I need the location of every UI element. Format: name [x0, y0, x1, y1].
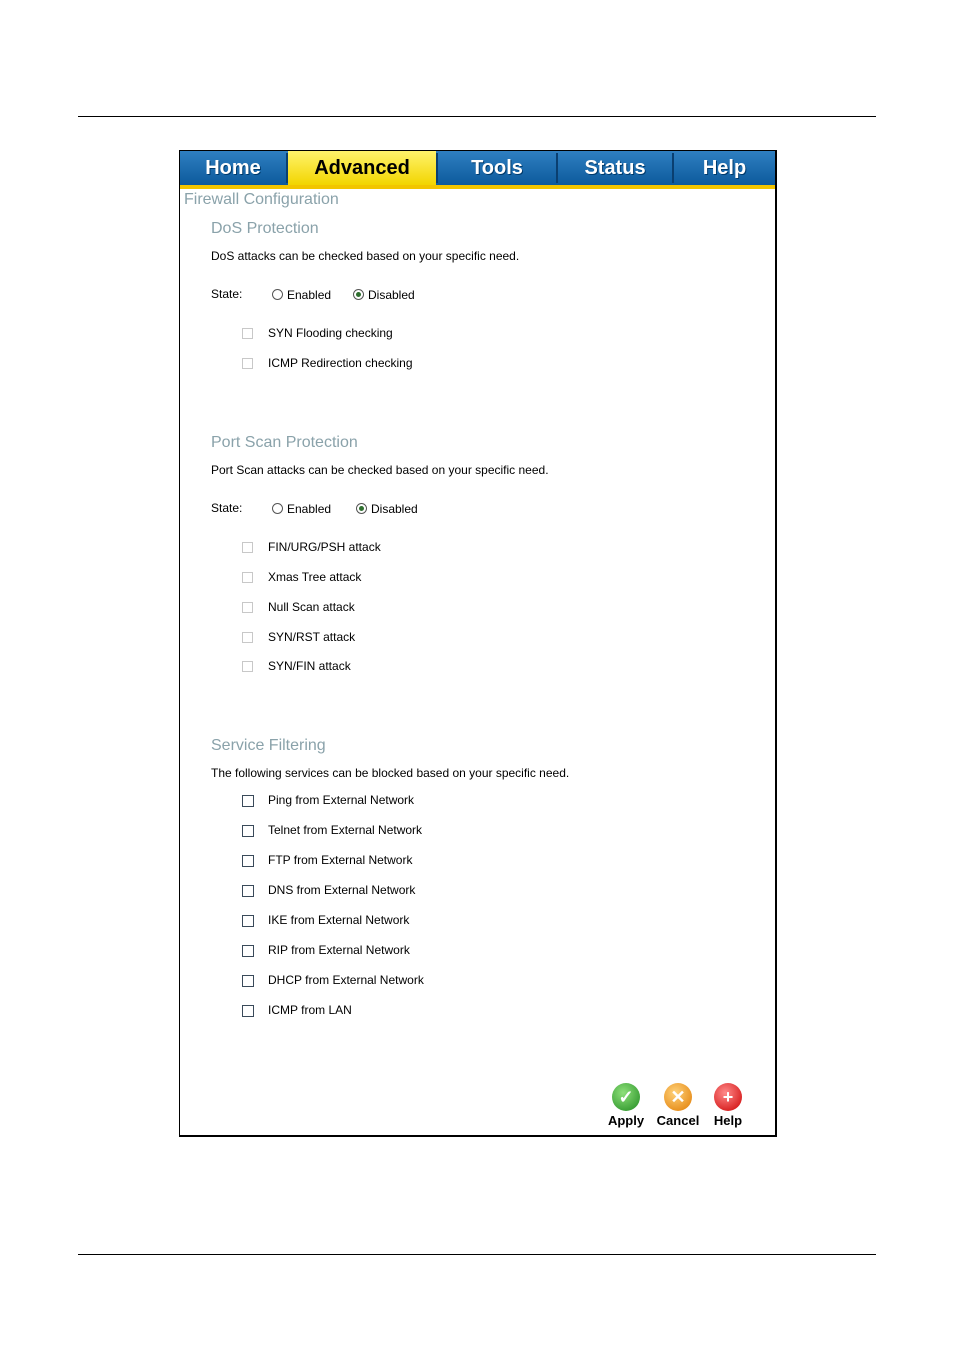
null-scan-checkbox[interactable]	[242, 602, 253, 613]
portscan-enabled-label: Enabled	[287, 502, 332, 516]
fin-urg-psh-checkbox[interactable]	[242, 542, 253, 553]
icmp-redirection-label: ICMP Redirection checking	[268, 356, 413, 370]
page-title: Firewall Configuration	[184, 191, 339, 208]
main-tab-bar	[180, 151, 775, 189]
tab-tools[interactable]: Tools	[471, 157, 523, 179]
tab-status[interactable]: Status	[584, 157, 646, 179]
dns-external-checkbox[interactable]	[242, 885, 254, 897]
apply-label: Apply	[607, 1113, 645, 1128]
check-icon: ✓	[612, 1083, 640, 1111]
cancel-button[interactable]	[656, 1083, 700, 1128]
dhcp-external-checkbox[interactable]	[242, 975, 254, 987]
dos-enabled-radio[interactable]	[272, 289, 283, 300]
ftp-external-checkbox[interactable]	[242, 855, 254, 867]
ike-external-label: IKE from External Network	[268, 913, 410, 927]
xmas-tree-checkbox[interactable]	[242, 572, 253, 583]
telnet-external-checkbox[interactable]	[242, 825, 254, 837]
dos-enabled-label: Enabled	[287, 288, 332, 302]
telnet-external-label: Telnet from External Network	[268, 823, 423, 837]
icmp-redirection-checkbox[interactable]	[242, 358, 253, 369]
rip-external-label: RIP from External Network	[268, 943, 410, 957]
icmp-lan-checkbox[interactable]	[242, 1005, 254, 1017]
syn-rst-checkbox[interactable]	[242, 632, 253, 643]
service-section-title: Service Filtering	[211, 737, 326, 754]
syn-fin-checkbox[interactable]	[242, 661, 253, 672]
dos-description: DoS attacks can be checked based on your specific need.	[211, 249, 520, 263]
rip-external-checkbox[interactable]	[242, 945, 254, 957]
tab-home[interactable]: Home	[205, 157, 261, 179]
syn-fin-label: SYN/FIN attack	[268, 659, 351, 673]
syn-rst-label: SYN/RST attack	[268, 630, 356, 644]
portscan-disabled-label: Disabled	[371, 502, 418, 516]
page-bottom-rule	[78, 1254, 876, 1255]
ike-external-checkbox[interactable]	[242, 915, 254, 927]
cancel-label: Cancel	[656, 1113, 700, 1128]
firewall-config-panel	[179, 150, 777, 1137]
dhcp-external-label: DHCP from External Network	[268, 973, 424, 987]
portscan-enabled-radio[interactable]	[272, 503, 283, 514]
portscan-disabled-radio[interactable]	[356, 503, 367, 514]
help-button[interactable]	[706, 1083, 750, 1128]
dos-disabled-label: Disabled	[368, 288, 415, 302]
dns-external-label: DNS from External Network	[268, 883, 416, 897]
help-label: Help	[713, 1113, 743, 1128]
xmas-tree-label: Xmas Tree attack	[268, 570, 362, 584]
null-scan-label: Null Scan attack	[268, 600, 355, 614]
plus-icon: +	[714, 1083, 742, 1111]
page-top-rule	[78, 116, 876, 117]
syn-flooding-checkbox[interactable]	[242, 328, 253, 339]
tab-advanced[interactable]: Advanced	[288, 151, 436, 185]
ping-external-label: Ping from External Network	[268, 793, 415, 807]
x-icon: ✕	[664, 1083, 692, 1111]
portscan-state-label: State:	[211, 501, 243, 515]
dos-state-label: State:	[211, 287, 243, 301]
tab-help[interactable]: Help	[702, 157, 747, 179]
ping-external-checkbox[interactable]	[242, 795, 254, 807]
apply-button[interactable]	[604, 1083, 648, 1128]
syn-flooding-label: SYN Flooding checking	[268, 326, 393, 340]
ftp-external-label: FTP from External Network	[268, 853, 413, 867]
icmp-lan-label: ICMP from LAN	[268, 1003, 352, 1017]
dos-disabled-radio[interactable]	[353, 289, 364, 300]
portscan-section-title: Port Scan Protection	[211, 434, 358, 451]
service-description: The following services can be blocked based on your specific need.	[211, 766, 570, 780]
portscan-description: Port Scan attacks can be checked based on your specific need.	[211, 463, 549, 477]
fin-urg-psh-label: FIN/URG/PSH attack	[268, 540, 381, 554]
dos-section-title: DoS Protection	[211, 220, 319, 237]
